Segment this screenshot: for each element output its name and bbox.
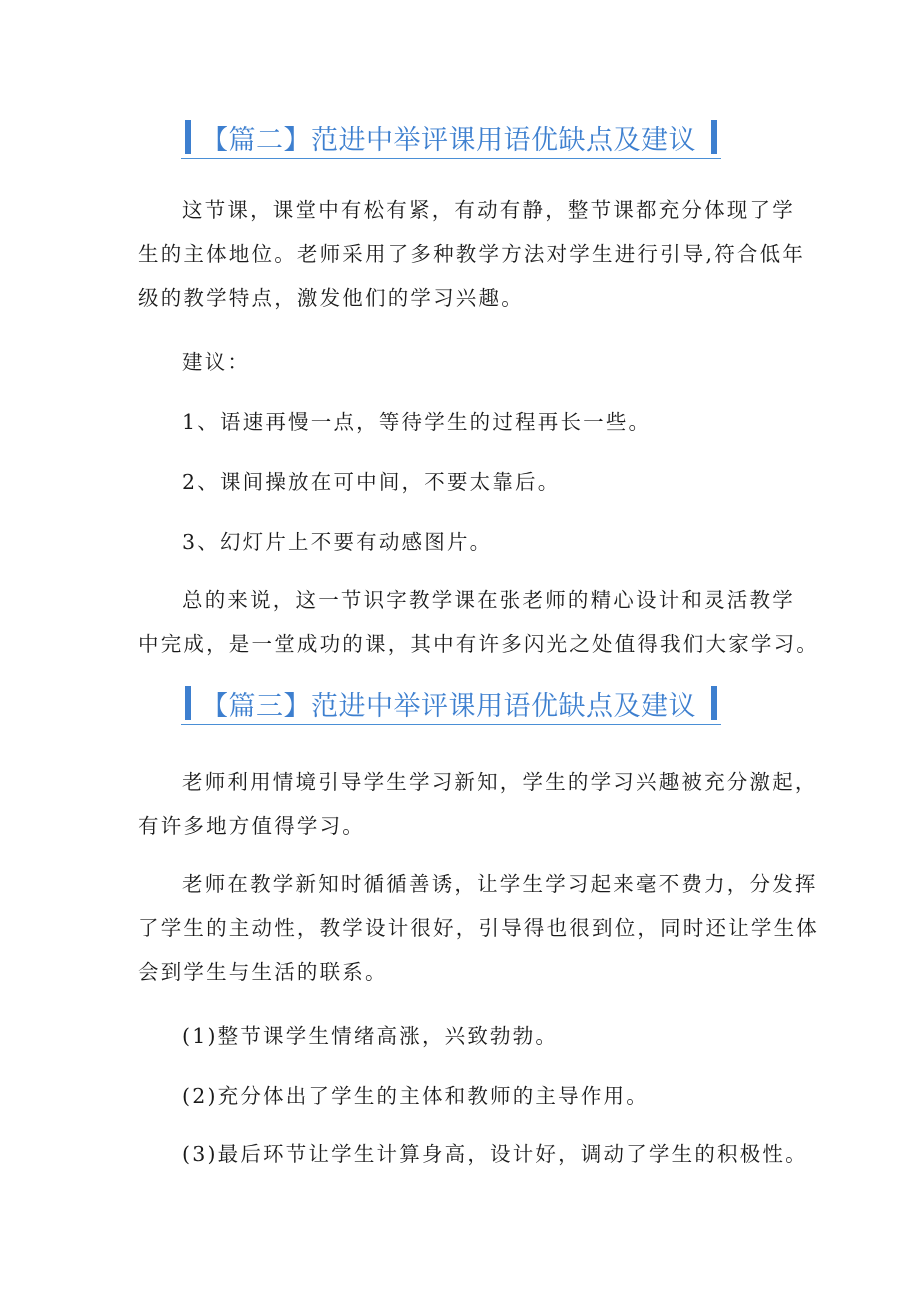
text-line: 有许多地方值得学习。 <box>138 814 365 838</box>
section-title: 【篇二】范进中举评课用语优缺点及建议 <box>201 124 696 156</box>
paragraph <box>138 862 819 994</box>
advice-item: 1、语速再慢一点，等待学生的过程再长一些。 <box>182 410 652 434</box>
advice-label: 建议： <box>182 350 251 374</box>
text-line: 这节课，课堂中有松有紧，有动有静，整节课都充分体现了学 <box>182 198 795 222</box>
text-line: 老师利用情境引导学生学习新知，学生的学习兴趣被充分激起， <box>182 770 818 794</box>
advice-item: 2、课间操放在可中间，不要太靠后。 <box>182 470 561 494</box>
section-title: 【篇三】范进中举评课用语优缺点及建议 <box>201 690 696 722</box>
point-item: (2)充分体出了学生的主体和教师的主导作用。 <box>182 1084 649 1108</box>
advice-item: 3、幻灯片上不要有动感图片。 <box>182 530 493 554</box>
text-line: 老师在教学新知时循循善诱，让学生学习起来毫不费力，分发挥 <box>182 872 818 896</box>
heading-marker-left <box>185 120 191 154</box>
heading-marker-right <box>711 120 717 154</box>
point-item: (3)最后环节让学生计算身高，设计好，调动了学生的积极性。 <box>182 1142 808 1166</box>
section-heading-3 <box>181 682 721 725</box>
text-line: 总的来说，这一节识字教学课在张老师的精心设计和灵活教学 <box>182 588 795 612</box>
paragraph <box>138 188 806 320</box>
point-item: (1)整节课学生情绪高涨，兴致勃勃。 <box>182 1024 559 1048</box>
text-line: 了学生的主动性，教学设计很好，引导得也很到位，同时还让学生体 <box>138 916 819 940</box>
paragraph <box>138 760 818 848</box>
heading-marker-right <box>711 686 717 720</box>
heading-marker-left <box>185 686 191 720</box>
text-line: 中完成，是一堂成功的课，其中有许多闪光之处值得我们大家学习。 <box>138 632 819 656</box>
summary-paragraph <box>138 578 819 666</box>
text-line: 生的主体地位。老师采用了多种教学方法对学生进行引导,符合低年 <box>138 242 806 266</box>
text-line: 级的教学特点，激发他们的学习兴趣。 <box>138 286 524 310</box>
section-heading-2 <box>181 116 721 159</box>
text-line: 会到学生与生活的联系。 <box>138 960 388 984</box>
